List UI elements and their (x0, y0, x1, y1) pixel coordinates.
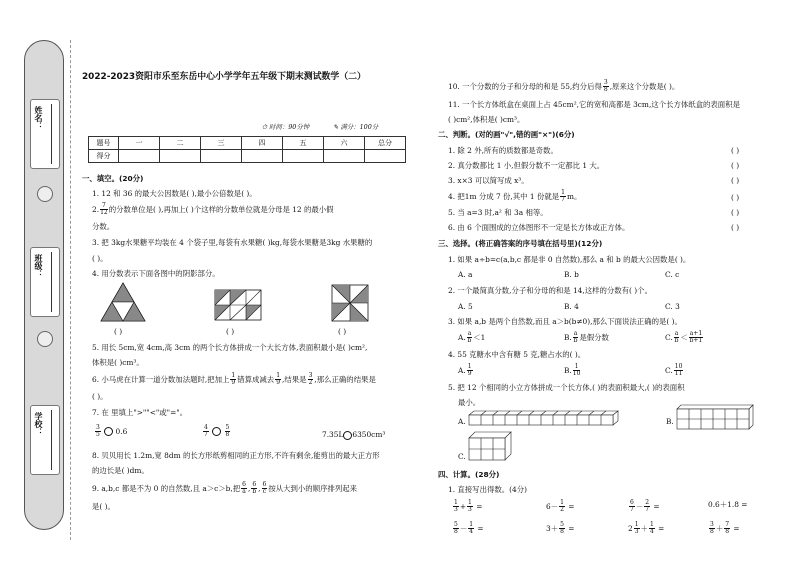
answer-blank[interactable]: ( ) (226, 327, 235, 336)
triangle-figure (100, 282, 146, 322)
choice-3-option-c[interactable]: C. $\frac{a}{b}$ ＜ $\frac{a+1}{b+1}$ (665, 330, 703, 345)
page-title: 2022-2023资阳市乐至东岳中心小学学年五年级下期末测试数学（二） (82, 72, 366, 82)
judge-3: 3. x×3 可以简写成 x³。 (448, 176, 529, 185)
question-6-line-2: ( )。 (92, 392, 108, 401)
section-3-title: 三、选择。(将正确答案的序号填在括号里)(12分) (438, 239, 603, 248)
choice-1-option-c[interactable]: C. c (665, 270, 680, 279)
question-3: 3. 把 3kg水果糖平均装在 4 个袋子里,每袋有水果糖( )kg,每袋水果糖是3kg 水果糖的 (92, 238, 373, 247)
cube-row-12 (468, 410, 620, 428)
name-line (51, 104, 52, 164)
score-cell[interactable] (324, 150, 365, 163)
question-8: 8. 贝贝用长 1.2m,宽 8dm 的长方形纸剪相同的正方形,不许有剩余,能剪出的最大正方形 (92, 451, 380, 460)
score-table-header-row (89, 137, 406, 150)
class-field[interactable] (30, 247, 60, 317)
choice-3-option-b[interactable]: B. $\frac{a}{b}$ 是假分数 (564, 330, 609, 345)
calc-1-title: 1. 直接写出得数。(4分) (448, 485, 527, 494)
score-cell[interactable] (201, 150, 242, 163)
calc-item[interactable]: $\frac{5}{8}$ － $\frac{1}{4}$ = (454, 521, 484, 536)
judge-answer-3[interactable]: ( ) (731, 176, 740, 185)
compare-b: $\frac{4}{7}$ $\frac{5}{8}$ (204, 424, 230, 439)
judge-answer-4[interactable]: ( ) (731, 193, 740, 202)
judge-answer-5[interactable]: ( ) (731, 208, 740, 217)
table-cell: 三 (201, 137, 242, 150)
compare-circle[interactable] (104, 427, 113, 436)
name-label: 姓名： (34, 106, 43, 130)
cube-block-3x2x2 (468, 428, 514, 464)
table-cell: 六 (324, 137, 365, 150)
question-9-line-2: 是( )。 (92, 502, 115, 511)
choice-4: 4. 55 克糖水中含有糖 5 克,糖占水的( )。 (448, 350, 586, 359)
section-2-title: 二、判断。(对的画"√",错的画"×")(6分) (438, 130, 575, 139)
judge-answer-1[interactable]: ( ) (731, 146, 740, 155)
question-4: 4. 用分数表示下面各图中的阴影部分。 (92, 269, 220, 278)
calc-item[interactable]: $\frac{6}{7}$ － $\frac{2}{7}$ = (630, 499, 660, 514)
rectangle-figure (214, 289, 262, 321)
fraction: $\frac{7}{12}$ (100, 202, 108, 217)
question-11: 11. 一个长方体纸盒在桌面上占 45cm²,它的宽和高都是 3cm,这个长方体纸盒的表面积是 (448, 100, 740, 109)
judge-1: 1. 除 2 外,所有的质数都是奇数。 (448, 146, 558, 155)
score-cell[interactable] (242, 150, 283, 163)
full-score: ✎ 满分：100分 (333, 123, 379, 131)
table-cell: 题号 (89, 137, 119, 150)
question-10: 10. 一个分数的分子和分母的和是 55,约分后得 $\frac{3}{8}$ ,原来这个分数是( )。 (448, 79, 680, 94)
calc-item[interactable]: $\frac{3}{8}$ ＋ $\frac{7}{8}$ = (710, 521, 740, 536)
compare-c: 7.35L 6350cm³ (322, 430, 386, 439)
compare-circle[interactable] (212, 427, 221, 436)
table-cell: 得分 (89, 150, 119, 163)
score-table-score-row (89, 150, 406, 163)
choice-3: 3. 如果 a,b 是两个自然数,而且 a＞b(b≠0),那么下面说法正确的是( )。 (448, 317, 682, 326)
choice-2-option-b[interactable]: B. 4 (564, 302, 579, 311)
question-5: 5. 用长 5cm,宽 4cm,高 3cm 的两个长方体拼成一个大长方体,表面积最小是( )cm², (92, 343, 368, 352)
table-cell: 一 (119, 137, 160, 150)
answer-blank[interactable]: ( ) (114, 327, 123, 336)
class-line (51, 252, 52, 312)
question-7: 7. 在 里填上">""<"或"="。 (92, 408, 188, 417)
judge-6: 6. 由 6 个面围成的立体图形不一定是长方体或正方体。 (448, 223, 630, 232)
answer-blank[interactable]: ( ) (338, 327, 347, 336)
choice-1-option-a[interactable]: A. a (458, 270, 473, 279)
question-9: 9. a,b,c 都是不为 0 的自然数,且 a＞c＞b,把 $\frac{6}{a}$ , $\frac{6}{b}$ , $\frac{6}{c}$ 按从大到小的顺序排列起来 (92, 481, 358, 496)
question-8-line-2: 的边长是( )dm。 (92, 466, 149, 475)
binding-hole-2 (37, 331, 53, 347)
square-figure (331, 284, 369, 322)
choice-5-option-b[interactable]: B. (666, 417, 674, 426)
question-11-line-2: ( )cm²,体积是( )cm³。 (448, 115, 525, 124)
calc-item[interactable]: 2 $\frac{1}{3}$ ＋ $\frac{1}{4}$ = (628, 521, 665, 536)
score-cell[interactable] (283, 150, 324, 163)
table-cell: 五 (283, 137, 324, 150)
judge-4: 4. 把1m 分成 7 份,其中 1 份就是 $\frac{1}{7}$ m。 (448, 189, 582, 204)
choice-5-option-a[interactable]: A. (458, 417, 466, 426)
school-line (51, 410, 52, 470)
section-1-title: 一、填空。(20分) (82, 174, 144, 183)
binding-strip (24, 40, 64, 530)
clock-icon: ⏱ (262, 123, 267, 131)
class-label: 班级： (34, 254, 43, 278)
calc-item[interactable]: $\frac{1}{3}$ + $\frac{1}{3}$ = (454, 499, 483, 514)
choice-2-option-c[interactable]: C. 3 (665, 302, 680, 311)
cube-block-6x2 (676, 404, 754, 430)
question-5-line-2: 体积是( )cm³。 (92, 358, 144, 367)
score-cell[interactable] (119, 150, 160, 163)
question-1: 1. 12 和 36 的最大公因数是( ),最小公倍数是( )。 (92, 189, 257, 198)
choice-5-line-2: 最小。 (458, 398, 481, 407)
question-6: 6. 小马虎在计算一道分数加法题时,把加上 $\frac{1}{9}$ 错算成减去 $\frac{1}{9}$ ,结果是 $\frac{3}{2}$ ,那么正确的结果是 (92, 372, 376, 387)
choice-1: 1. 如果 a÷b=c(a,b,c 都是非 0 自然数),那么 a 和 b 的最大公因数是( )。 (448, 255, 691, 264)
choice-4-option-c[interactable]: C. $\frac{10}{11}$ (665, 363, 683, 378)
school-label: 学校： (34, 412, 43, 436)
score-cell[interactable] (365, 150, 406, 163)
table-cell: 总分 (365, 137, 406, 150)
section-4-title: 四、计算。(28分) (438, 470, 500, 479)
judge-2: 2. 真分数都比 1 小,但假分数不一定都比 1 大。 (448, 161, 605, 170)
score-cell[interactable] (160, 150, 201, 163)
cut-line (70, 40, 71, 540)
choice-5-option-c[interactable]: C. (458, 452, 466, 461)
choice-2-option-a[interactable]: A. 5 (458, 302, 473, 311)
calc-item[interactable]: 6－ $\frac{1}{2}$ = (546, 499, 575, 514)
time-limit: ⏱ 时间：90分钟 (262, 123, 310, 131)
binding-hole-1 (37, 186, 53, 202)
calc-item[interactable]: 0.6＋1.8 = (708, 500, 748, 509)
school-field[interactable] (30, 405, 60, 475)
question-2-line-2: 分数。 (92, 222, 115, 231)
question-2: 2. $\frac{7}{12}$ 的分数单位是( ),再加上( )个这样的分数单位就是分母是 12 的最小假 (92, 202, 334, 217)
choice-1-option-b[interactable]: B. b (564, 270, 579, 279)
choice-3-option-a[interactable]: A. $\frac{a}{b}$ ＜1 (458, 330, 486, 345)
compare-a: $\frac{3}{5}$ 0.6 (96, 424, 128, 439)
choice-5: 5. 把 12 个相同的小立方体拼成一个长方体,( )的表面积最大,( )的表面积 (448, 383, 685, 392)
choice-2: 2. 一个最简真分数,分子和分母的和是 14,这样的分数有( )个。 (448, 286, 652, 295)
judge-answer-6[interactable]: ( ) (731, 223, 740, 232)
score-table (88, 136, 406, 163)
table-cell: 二 (160, 137, 201, 150)
name-field[interactable] (30, 99, 60, 169)
judge-answer-2[interactable]: ( ) (731, 161, 740, 170)
calc-item[interactable]: 3＋ $\frac{5}{8}$ = (546, 521, 575, 536)
pen-icon: ✎ (333, 123, 339, 131)
choice-4-option-b[interactable]: B. $\frac{1}{10}$ (564, 363, 581, 378)
table-cell: 四 (242, 137, 283, 150)
question-3-line-2: ( )。 (92, 254, 108, 263)
judge-5: 5. 当 a=3 时,a² 和 3a 相等。 (448, 208, 548, 217)
choice-4-option-a[interactable]: A. $\frac{1}{9}$ (458, 363, 472, 378)
